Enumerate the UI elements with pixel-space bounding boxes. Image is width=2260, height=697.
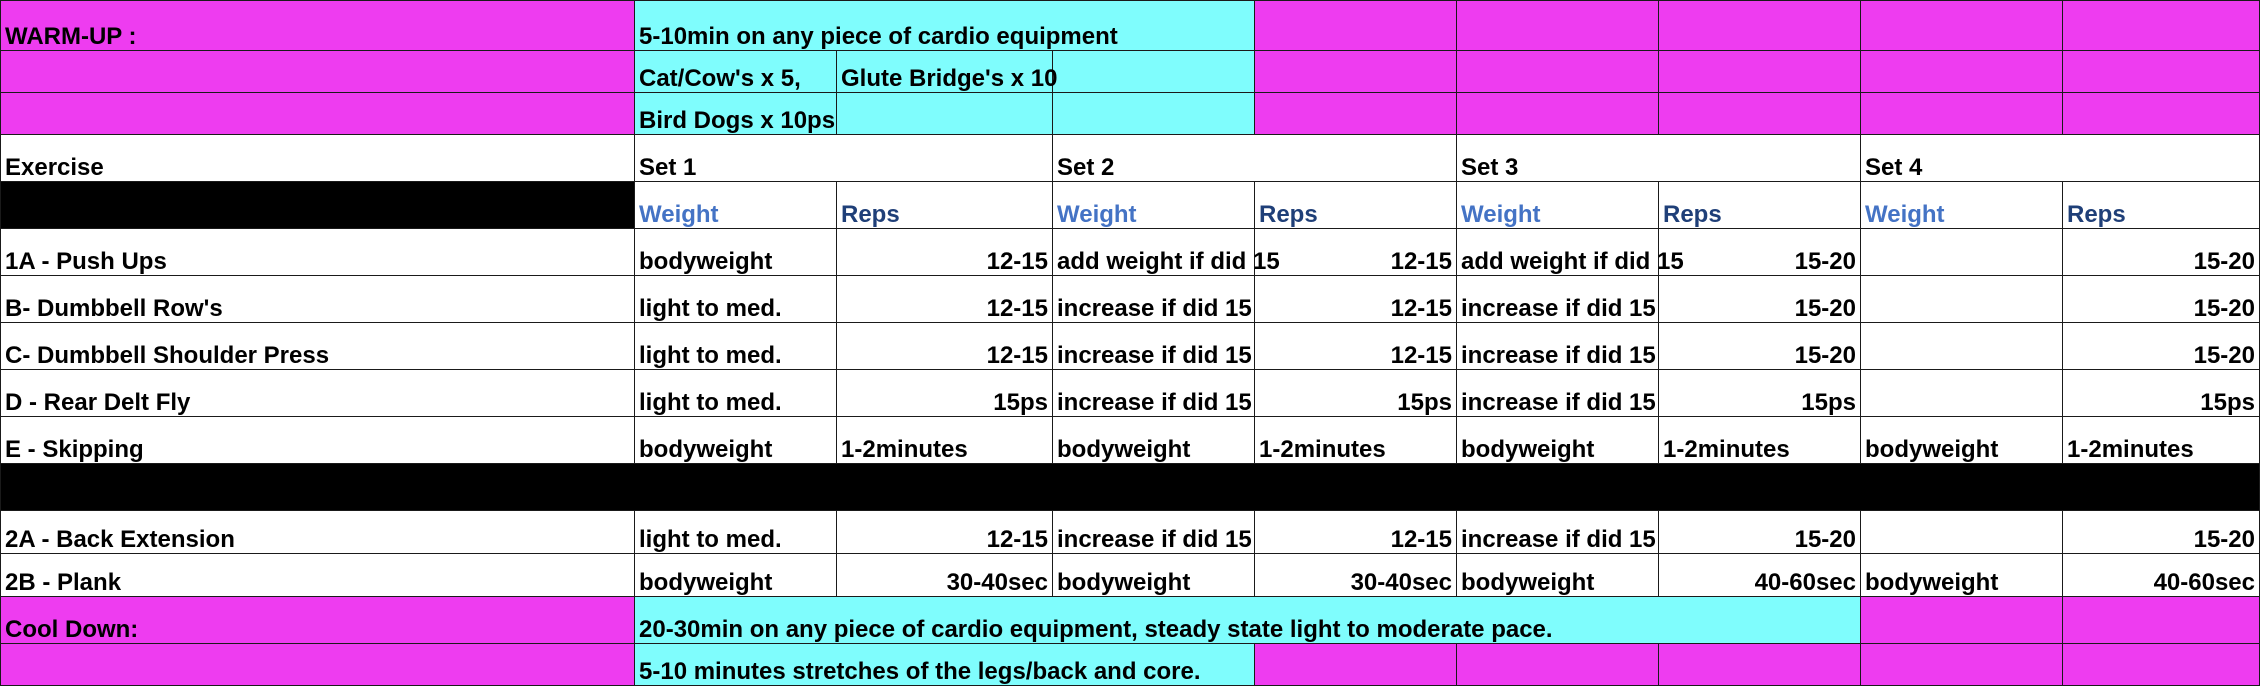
weight-cell[interactable] <box>1861 511 2063 554</box>
cell[interactable] <box>1457 644 1659 686</box>
exercise-name[interactable]: 2B - Plank <box>1 554 635 597</box>
reps-cell[interactable]: 15-20 <box>1659 229 1861 276</box>
weight-cell[interactable]: bodyweight <box>1861 554 2063 597</box>
cell[interactable] <box>1659 51 1861 93</box>
reps-cell[interactable]: 12-15 <box>1255 229 1457 276</box>
weight-cell[interactable] <box>1861 276 2063 323</box>
reps-cell[interactable]: 1-2minutes <box>2063 417 2260 464</box>
exercise-name[interactable]: E - Skipping <box>1 417 635 464</box>
weight-cell[interactable]: increase if did 15 <box>1457 511 1659 554</box>
exercise-name[interactable]: 2A - Back Extension <box>1 511 635 554</box>
reps-cell[interactable]: 15ps <box>2063 370 2260 417</box>
weight-cell[interactable]: bodyweight <box>1457 554 1659 597</box>
weight-header[interactable]: Weight <box>635 182 837 229</box>
weight-cell[interactable]: light to med. <box>635 511 837 554</box>
cell[interactable] <box>2063 51 2260 93</box>
reps-cell[interactable]: 12-15 <box>1255 276 1457 323</box>
exercise-row <box>1 229 2260 276</box>
cell[interactable] <box>1 644 635 686</box>
weight-cell[interactable]: increase if did 15 <box>1457 323 1659 370</box>
reps-cell[interactable]: 12-15 <box>1255 511 1457 554</box>
set1-header[interactable]: Set 1 <box>635 135 1053 182</box>
warmup-item-bird-dogs[interactable]: Bird Dogs x 10ps <box>635 93 837 135</box>
exercise-row <box>1 417 2260 464</box>
warmup-row-2 <box>1 51 2260 93</box>
cell[interactable] <box>1457 93 1659 135</box>
weight-header[interactable]: Weight <box>1053 182 1255 229</box>
cell[interactable] <box>1861 93 2063 135</box>
cell[interactable] <box>1 93 635 135</box>
cooldown-row-2 <box>1 644 2260 686</box>
reps-cell[interactable]: 15-20 <box>2063 511 2260 554</box>
cell[interactable] <box>1 51 635 93</box>
cell[interactable] <box>2063 93 2260 135</box>
weight-cell[interactable]: bodyweight <box>1861 417 2063 464</box>
reps-header[interactable]: Reps <box>1255 182 1457 229</box>
weight-cell[interactable]: light to med. <box>635 323 837 370</box>
reps-cell[interactable]: 40-60sec <box>1659 554 1861 597</box>
cell[interactable] <box>1457 1 1659 51</box>
weight-cell[interactable]: add weight if did 15 <box>1053 229 1255 276</box>
reps-cell[interactable]: 30-40sec <box>1255 554 1457 597</box>
reps-cell[interactable]: 12-15 <box>837 276 1053 323</box>
set4-header[interactable]: Set 4 <box>1861 135 2260 182</box>
set2-header[interactable]: Set 2 <box>1053 135 1457 182</box>
cell[interactable] <box>1659 644 1861 686</box>
reps-cell[interactable]: 15-20 <box>1659 276 1861 323</box>
cooldown-label[interactable]: Cool Down: <box>1 597 635 644</box>
reps-cell[interactable]: 40-60sec <box>2063 554 2260 597</box>
exercise-row <box>1 370 2260 417</box>
reps-cell[interactable]: 15-20 <box>1659 323 1861 370</box>
reps-cell[interactable]: 15-20 <box>2063 276 2260 323</box>
cell[interactable] <box>1255 93 1457 135</box>
warmup-item-glute-bridge[interactable]: Glute Bridge's x 10 <box>837 51 1053 93</box>
cell[interactable] <box>1861 644 2063 686</box>
reps-cell[interactable]: 12-15 <box>837 323 1053 370</box>
cell[interactable] <box>2063 1 2260 51</box>
cooldown-cardio[interactable]: 20-30min on any piece of cardio equipment, steady state light to moderate pace. <box>635 597 1861 644</box>
reps-cell[interactable]: 15ps <box>837 370 1053 417</box>
weight-cell[interactable] <box>1861 229 2063 276</box>
weight-cell[interactable] <box>1861 323 2063 370</box>
reps-cell[interactable]: 12-15 <box>837 511 1053 554</box>
exercise-name[interactable]: D - Rear Delt Fly <box>1 370 635 417</box>
cell[interactable] <box>1255 1 1457 51</box>
exercise-name[interactable]: 1A - Push Ups <box>1 229 635 276</box>
exercise-header[interactable]: Exercise <box>1 135 635 182</box>
reps-cell[interactable]: 15ps <box>1659 370 1861 417</box>
reps-cell[interactable]: 15-20 <box>2063 229 2260 276</box>
black-cell[interactable] <box>1 182 635 229</box>
cooldown-stretch[interactable]: 5-10 minutes stretches of the legs/back and core. <box>635 644 1255 686</box>
reps-cell[interactable]: 15ps <box>1255 370 1457 417</box>
reps-header[interactable]: Reps <box>2063 182 2260 229</box>
weight-header[interactable]: Weight <box>1861 182 2063 229</box>
warmup-row-3 <box>1 93 2260 135</box>
reps-header[interactable]: Reps <box>1659 182 1861 229</box>
weight-cell[interactable]: bodyweight <box>1457 417 1659 464</box>
set-header-row <box>1 135 2260 182</box>
weight-cell[interactable] <box>1861 370 2063 417</box>
reps-cell[interactable]: 12-15 <box>1255 323 1457 370</box>
reps-cell[interactable]: 15-20 <box>2063 323 2260 370</box>
cell[interactable] <box>1053 93 1255 135</box>
cell[interactable] <box>1659 1 1861 51</box>
cell[interactable] <box>1659 93 1861 135</box>
exercise-name[interactable]: B- Dumbbell Row's <box>1 276 635 323</box>
reps-cell[interactable]: 1-2minutes <box>1255 417 1457 464</box>
weight-cell[interactable]: bodyweight <box>635 554 837 597</box>
exercise-row <box>1 323 2260 370</box>
exercise-row <box>1 276 2260 323</box>
cell[interactable] <box>1861 51 2063 93</box>
exercise-name[interactable]: C- Dumbbell Shoulder Press <box>1 323 635 370</box>
weight-cell[interactable]: increase if did 15 <box>1053 511 1255 554</box>
black-separator <box>1 464 2260 511</box>
exercise-row <box>1 511 2260 554</box>
cell[interactable] <box>2063 597 2260 644</box>
cell[interactable] <box>2063 644 2260 686</box>
weight-cell[interactable]: light to med. <box>635 276 837 323</box>
cell[interactable] <box>1457 51 1659 93</box>
weight-cell[interactable]: add weight if did 15 <box>1457 229 1659 276</box>
warmup-item-catcow[interactable]: Cat/Cow's x 5, <box>635 51 837 93</box>
weight-cell[interactable]: light to med. <box>635 370 837 417</box>
warmup-cardio[interactable]: 5-10min on any piece of cardio equipment <box>635 1 1255 51</box>
cell[interactable] <box>1861 1 2063 51</box>
weight-cell[interactable]: bodyweight <box>635 417 837 464</box>
weight-header[interactable]: Weight <box>1457 182 1659 229</box>
weight-cell[interactable]: bodyweight <box>1053 554 1255 597</box>
reps-cell[interactable]: 1-2minutes <box>1659 417 1861 464</box>
separator-row <box>1 464 2260 511</box>
cell[interactable] <box>1255 644 1457 686</box>
set3-header[interactable]: Set 3 <box>1457 135 1861 182</box>
warmup-row-1 <box>1 1 2260 51</box>
cooldown-row-1 <box>1 597 2260 644</box>
weight-cell[interactable]: increase if did 15 <box>1457 370 1659 417</box>
weight-cell[interactable]: bodyweight <box>635 229 837 276</box>
cell[interactable] <box>1255 51 1457 93</box>
weight-reps-header-row <box>1 182 2260 229</box>
cell[interactable] <box>837 93 1053 135</box>
exercise-row <box>1 554 2260 597</box>
weight-cell[interactable]: increase if did 15 <box>1457 276 1659 323</box>
weight-cell[interactable]: increase if did 15 <box>1053 370 1255 417</box>
reps-header[interactable]: Reps <box>837 182 1053 229</box>
weight-cell[interactable]: bodyweight <box>1053 417 1255 464</box>
cell[interactable] <box>1861 597 2063 644</box>
weight-cell[interactable]: increase if did 15 <box>1053 276 1255 323</box>
reps-cell[interactable]: 1-2minutes <box>837 417 1053 464</box>
reps-cell[interactable]: 15-20 <box>1659 511 1861 554</box>
reps-cell[interactable]: 12-15 <box>837 229 1053 276</box>
weight-cell[interactable]: increase if did 15 <box>1053 323 1255 370</box>
reps-cell[interactable]: 30-40sec <box>837 554 1053 597</box>
warmup-label[interactable]: WARM-UP : <box>1 1 635 51</box>
cell[interactable] <box>1053 51 1255 93</box>
